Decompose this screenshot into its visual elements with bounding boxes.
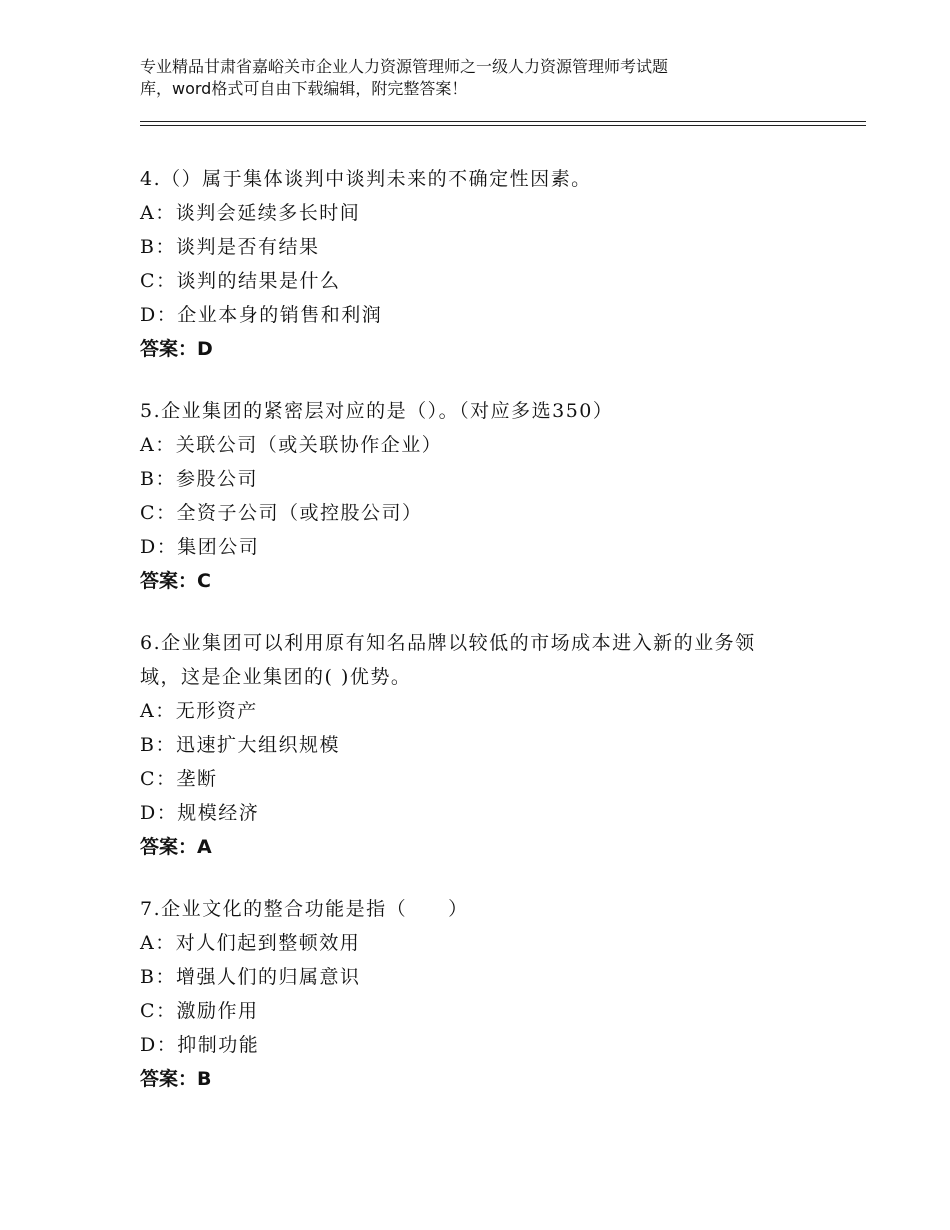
question-stem: 5.企业集团的紧密层对应的是（）。（对应多选350） — [140, 400, 614, 422]
option-a: A：无形资产 — [140, 700, 258, 722]
answer-label: 答案：C — [140, 570, 211, 592]
option-c: C：垄断 — [140, 768, 218, 790]
option-b: B：增强人们的归属意识 — [140, 966, 361, 988]
option-a: A：对人们起到整顿效用 — [140, 932, 361, 954]
document-header — [140, 56, 840, 100]
answer-label: 答案：D — [140, 338, 213, 360]
option-d: D：抑制功能 — [140, 1034, 260, 1056]
option-c: C：谈判的结果是什么 — [140, 270, 341, 292]
option-d: D：规模经济 — [140, 802, 260, 824]
header-divider-top — [140, 121, 866, 122]
option-d: D：集团公司 — [140, 536, 260, 558]
question-5 — [140, 394, 840, 598]
option-a: A：谈判会延续多长时间 — [140, 202, 361, 224]
answer-label: 答案：B — [140, 1068, 212, 1090]
question-stem-line-1: 6.企业集团可以利用原有知名品牌以较低的市场成本进入新的业务领 — [140, 632, 756, 654]
option-c: C：全资子公司（或控股公司） — [140, 502, 423, 524]
option-b: B：迅速扩大组织规模 — [140, 734, 340, 756]
question-stem: 7.企业文化的整合功能是指（ ） — [140, 898, 469, 920]
header-title-line-1: 专业精品甘肃省嘉峪关市企业人力资源管理师之一级人力资源管理师考试题 — [140, 57, 669, 76]
answer-label: 答案：A — [140, 836, 212, 858]
option-d: D：企业本身的销售和利润 — [140, 304, 383, 326]
question-list — [140, 162, 840, 1124]
question-4 — [140, 162, 840, 366]
option-c: C：激励作用 — [140, 1000, 259, 1022]
question-stem-line-2: 域，这是企业集团的( )优势。 — [140, 666, 412, 688]
question-stem: 4.（）属于集体谈判中谈判未来的不确定性因素。 — [140, 168, 592, 190]
question-7 — [140, 892, 840, 1096]
option-b: B：参股公司 — [140, 468, 258, 490]
header-divider-bottom — [140, 125, 866, 126]
option-b: B：谈判是否有结果 — [140, 236, 320, 258]
header-title-line-2: 库，word格式可自由下载编辑，附完整答案！ — [140, 79, 468, 98]
option-a: A：关联公司（或关联协作企业） — [140, 434, 443, 456]
question-6 — [140, 626, 840, 864]
